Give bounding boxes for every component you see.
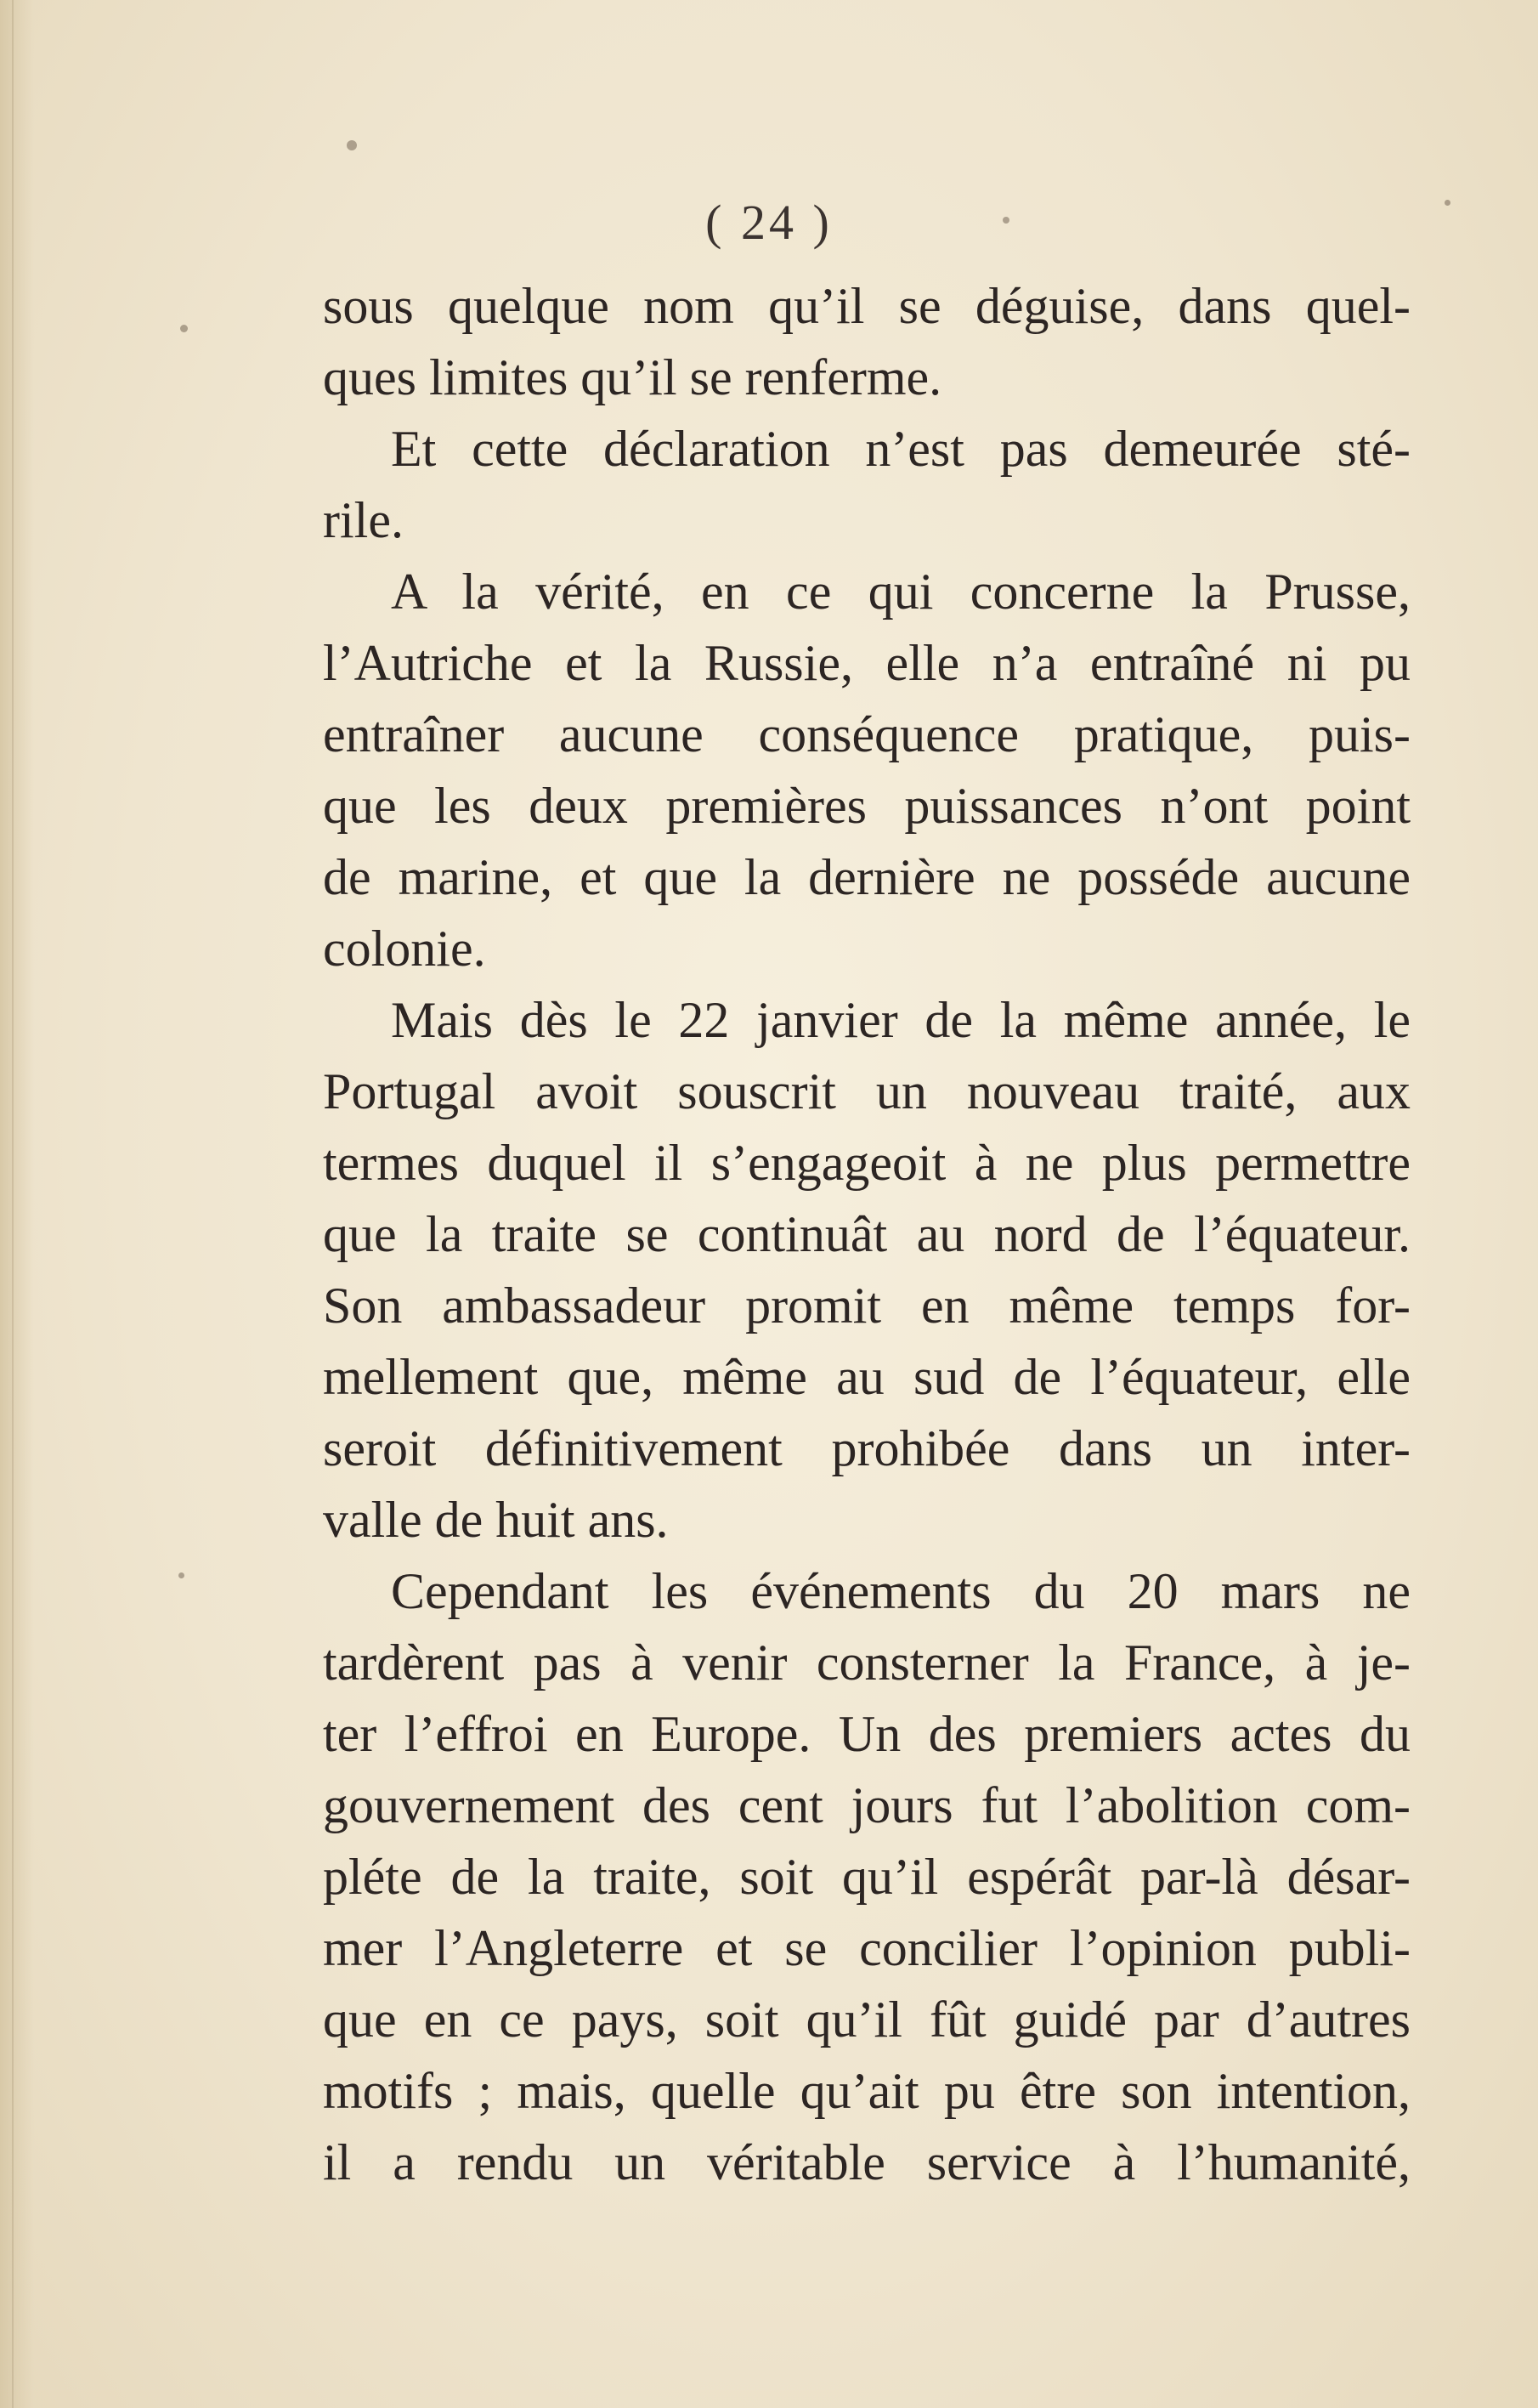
ink-speck	[347, 140, 357, 150]
body-text	[323, 270, 1411, 2198]
ink-speck	[178, 1572, 184, 1578]
text-line: colonie.	[323, 921, 486, 977]
text-line: que la traite se continuât au nord de l’équateur.	[323, 1206, 1411, 1262]
gutter-fold	[12, 0, 14, 2408]
text-line: sous quelque nom qu’il se déguise, dans quel-	[323, 278, 1411, 334]
text-line: entraîner aucune conséquence pratique, puis-	[323, 706, 1411, 762]
text-line: Portugal avoit souscrit un nouveau traité, aux	[323, 1063, 1411, 1119]
text-line: que les deux premières puissances n’ont point	[323, 778, 1411, 834]
text-line: de marine, et que la dernière ne posséde aucune	[323, 849, 1411, 905]
spine-shadow	[0, 0, 34, 2408]
page-number: ( 24 )	[705, 195, 833, 250]
text-line: que en ce pays, soit qu’il fût guidé par d’autres	[323, 1992, 1411, 2048]
text-line: pléte de la traite, soit qu’il espérât par-là désar-	[323, 1849, 1411, 1905]
text-line: ter l’effroi en Europe. Un des premiers actes du	[323, 1706, 1411, 1762]
text-line: Cependant les événements du 20 mars ne	[391, 1563, 1411, 1619]
text-line: l’Autriche et la Russie, elle n’a entraîné ni pu	[323, 635, 1411, 691]
text-line: valle de huit ans.	[323, 1492, 669, 1548]
text-line: motifs ; mais, quelle qu’ait pu être son intention,	[323, 2063, 1411, 2119]
text-line: rile.	[323, 492, 404, 548]
text-line: il a rendu un véritable service à l’humanité,	[323, 2134, 1411, 2190]
text-line: ques limites qu’il se renferme.	[323, 349, 942, 405]
text-line: seroit définitivement prohibée dans un inter-	[323, 1420, 1411, 1476]
text-line: Son ambassadeur promit en même temps for-	[323, 1278, 1411, 1334]
text-line: Mais dès le 22 janvier de la même année, le	[391, 992, 1411, 1048]
text-line: mellement que, même au sud de l’équateur, elle	[323, 1349, 1411, 1405]
text-line: Et cette déclaration n’est pas demeurée sté-	[391, 421, 1411, 477]
text-line: termes duquel il s’engageoit à ne plus permettre	[323, 1135, 1411, 1191]
text-line: mer l’Angleterre et se concilier l’opinion publi-	[323, 1920, 1411, 1976]
text-line: tardèrent pas à venir consterner la France, à je-	[323, 1635, 1411, 1691]
text-line: A la vérité, en ce qui concerne la Prusse,	[391, 564, 1411, 620]
ink-speck	[180, 325, 188, 332]
text-line: gouvernement des cent jours fut l’abolition com-	[323, 1777, 1411, 1833]
